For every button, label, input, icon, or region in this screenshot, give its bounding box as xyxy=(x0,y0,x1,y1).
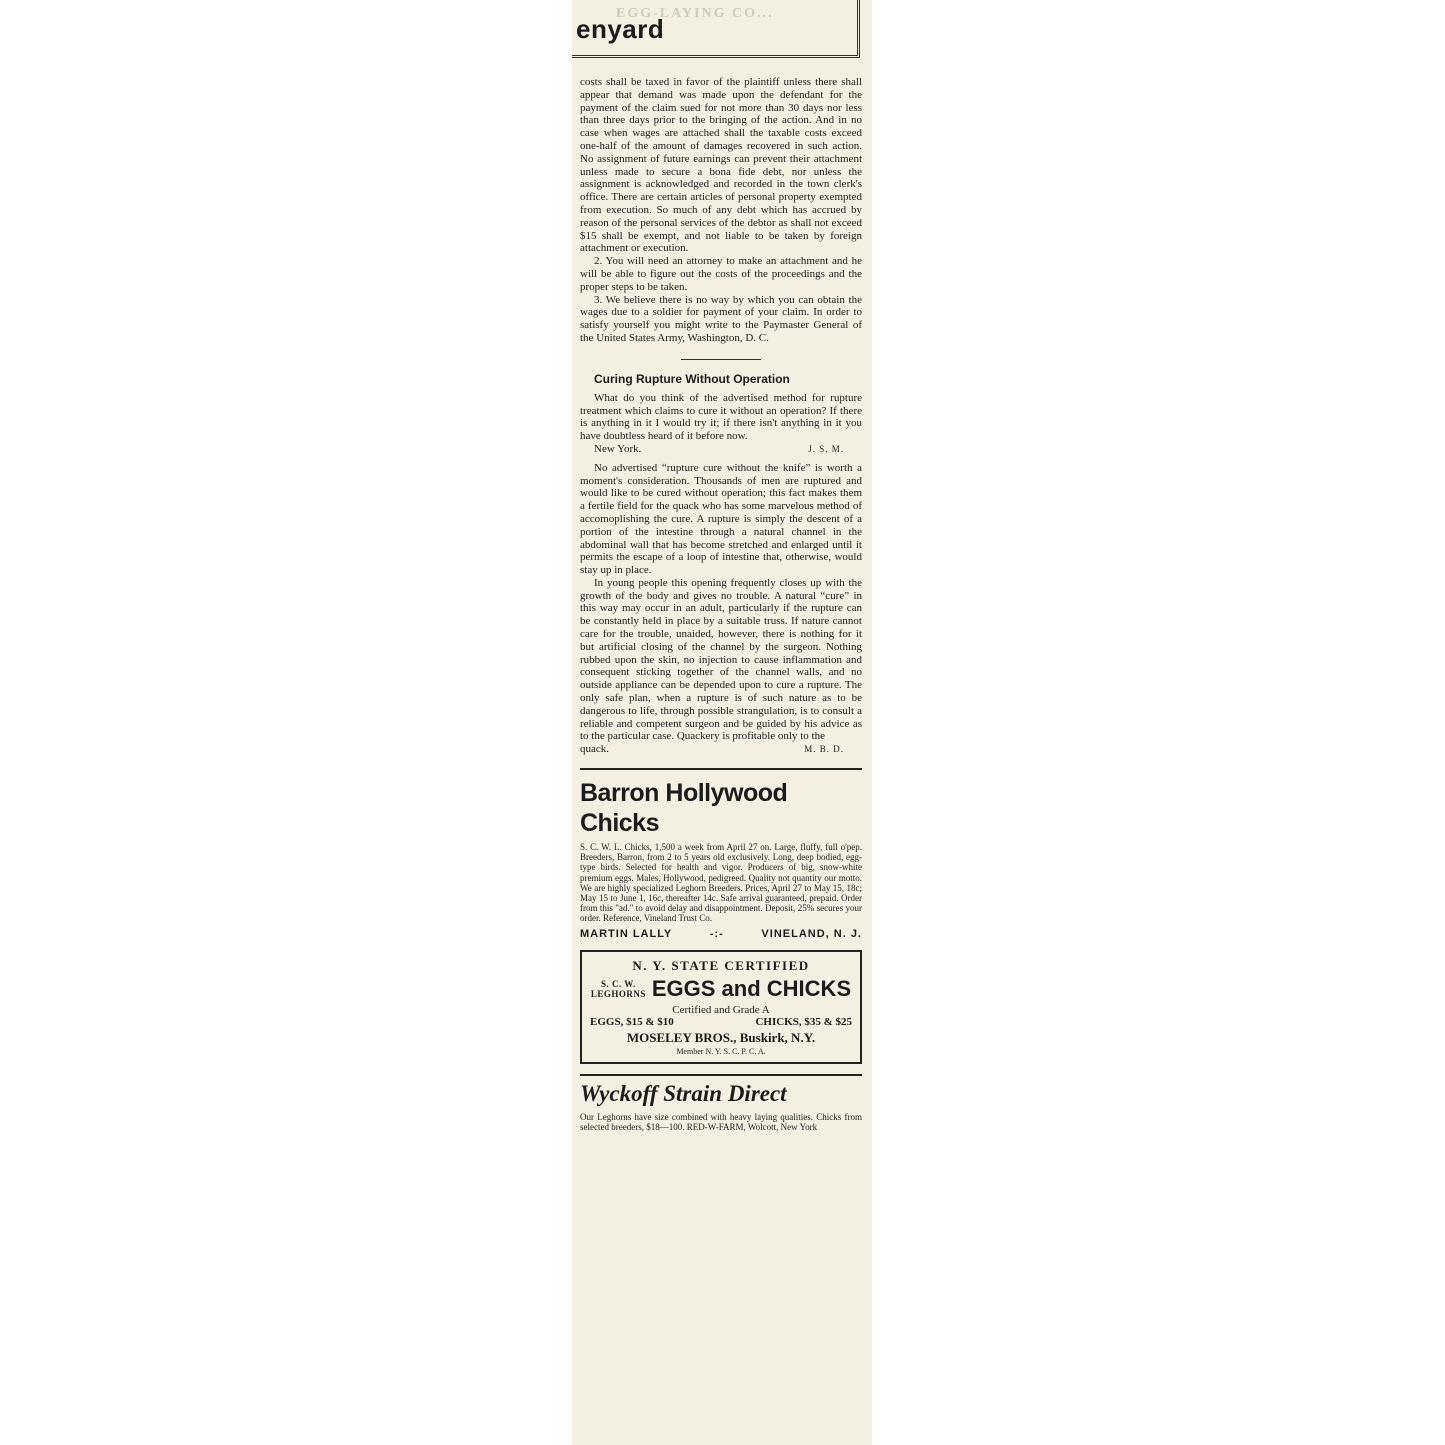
header-title: enyard xyxy=(576,14,665,44)
advertisement-barron xyxy=(580,778,862,940)
answerer-initials: M. B. D. xyxy=(804,744,844,755)
asker-initials: J. S. M. xyxy=(808,443,844,454)
question-paragraph: What do you think of the advertised method for rupture treatment which claims to cure it without an operation? If there is anything in it I would try it; if there isn't anything in it you have doubtless heard of it before now. xyxy=(580,391,862,443)
answer-paragraph: In young people this opening frequently closes up with the growth of the body and gives no trouble. A natural “cure” in this way may occur in an adult, particularly if the rupture can be constantly held in place by a suitable truss. If nature cannot care for the trouble, unaided, however, there is nothing for it but artificial closing of the channel by the surgeon. Nothing rubbed upon the skin, no injection to cause inflammation and consequent sticking together of the channel walls, and no outside appliance can be depended upon to cure a rupture. The only safe plan, when a rupture is of such nature as to be dangerous to life, through possible strangulation, is to consult a reliable and competent surgeon and be guided by his advice as to the particular case. Quackery is profitable only to the xyxy=(580,576,862,743)
ad-body: Our Leghorns have size combined with heavy laying qualities. Chicks from selected breeders, $18—100. RED-W-FARM, Wolcott, New York xyxy=(580,1111,862,1132)
article-rupture xyxy=(580,372,862,756)
ad-product-line xyxy=(590,976,852,1002)
answer-paragraph: No advertised “rupture cure without the knife” is worth a moment's consideration. Thousands of men are ruptured and would like to be cured without operation; this fact makes them a fertile field for the quack who has some marvelous method of accomoplishing the cure. A rupture is simply the descent of a portion of the intestine through a natural channel in the abdominal wall that has become stretched and enlarged until it permits the escape of a loop of intestine that, otherwise, would stay up in place. xyxy=(580,461,862,577)
section-divider xyxy=(681,359,761,360)
ad-advertiser-name: MARTIN LALLY xyxy=(580,927,673,940)
article-legal-answer xyxy=(580,76,862,345)
ad-product-title: EGGS and CHICKS xyxy=(651,975,852,1001)
advertisement-moseley xyxy=(580,950,862,1064)
ad-breed-top: S. C. W. xyxy=(600,978,636,989)
ad-advertiser-town: VINELAND, N. J. xyxy=(761,927,862,940)
ad-headline: N. Y. STATE CERTIFIED xyxy=(632,957,810,973)
ad-footer xyxy=(580,928,862,940)
ad-title: Wyckoff Strain Direct xyxy=(580,1080,787,1106)
page-header-box xyxy=(572,0,860,58)
question-signature xyxy=(580,443,862,456)
ad-breed-stack xyxy=(591,979,646,999)
ad-prices xyxy=(590,1016,852,1028)
paragraph: 3. We believe there is no way by which you can obtain the wages due to a soldier for payment of your claim. In order to satisfy yourself you might write to the Paymaster General of the United States Army, Washington, D. C. xyxy=(580,293,862,344)
paragraph: costs shall be taxed in favor of the plaintiff unless there shall appear that demand was made upon the defendant for the payment of the claim sued for not more than 30 days nor less than three days prior to the bringing of the action. And in no case when wages are attached shall the taxable costs exceed one-half of the amount of damages recovered in such action. No assignment of future earnings can prevent their attachment unless made to secure a bona fide debt, nor unless the assignment is acknowledged and recorded in the town clerk's office. There are certain articles of personal property exempted from execution. So much of any debt which has accrued by reason of the personal services of the debtor as shall not exceed $15 shall be exempt, and not liable to be taken by foreign attachment or execution. xyxy=(580,76,862,255)
ad-breed-bottom: LEGHORNS xyxy=(590,988,646,999)
answer-last-word: quack. xyxy=(580,743,610,756)
ad-advertiser: MOSELEY BROS., Buskirk, N.Y. xyxy=(626,1029,816,1045)
paragraph: 2. You will need an attorney to make an attachment and he will be able to figure out the costs of the proceedings and the proper steps to be taken. xyxy=(580,255,862,293)
ad-egg-price: EGGS, $15 & $10 xyxy=(590,1015,674,1028)
header-faint-text: EGG-LAYING CO... xyxy=(616,6,774,21)
ad-body: S. C. W. L. Chicks, 1,500 a week from April 27 on. Large, fluffy, full o'pep. Breeders, Barron, from 2 to 5 years old exclusively. Long, deep bodied, egg-type birds. Selected for health and vigor. Producers of big, snow-white premium eggs. Males, Hollywood, pedigreed. Quality not quantity our motto. We are highly specialized Leghorn Breeders. Prices, April 27 to May 15, 18c; May 15 to June 1, 16c, thereafter 14c. Safe arrival guaranteed, prepaid. Order from this "ad." to avoid delay and disappointment. Deposit, 25% secures your order. Reference, Vineland Trust Co. xyxy=(580,842,862,924)
section-heading: Curing Rupture Without Operation xyxy=(594,371,790,386)
ad-chick-price: CHICKS, $35 & $25 xyxy=(755,1015,852,1028)
magazine-column-strip xyxy=(572,0,872,1445)
article-column xyxy=(580,76,862,1132)
ad-separator: -:- xyxy=(709,927,724,940)
ad-grade: Certified and Grade A xyxy=(672,1003,770,1016)
ad-title: Barron Hollywood Chicks xyxy=(580,779,788,838)
asker-place: New York. xyxy=(594,442,642,455)
ad-membership: Member N. Y. S. C. P. C. A. xyxy=(676,1046,766,1056)
ad-divider xyxy=(580,768,862,770)
answer-signature xyxy=(580,743,862,756)
advertisement-wyckoff xyxy=(580,1074,862,1132)
